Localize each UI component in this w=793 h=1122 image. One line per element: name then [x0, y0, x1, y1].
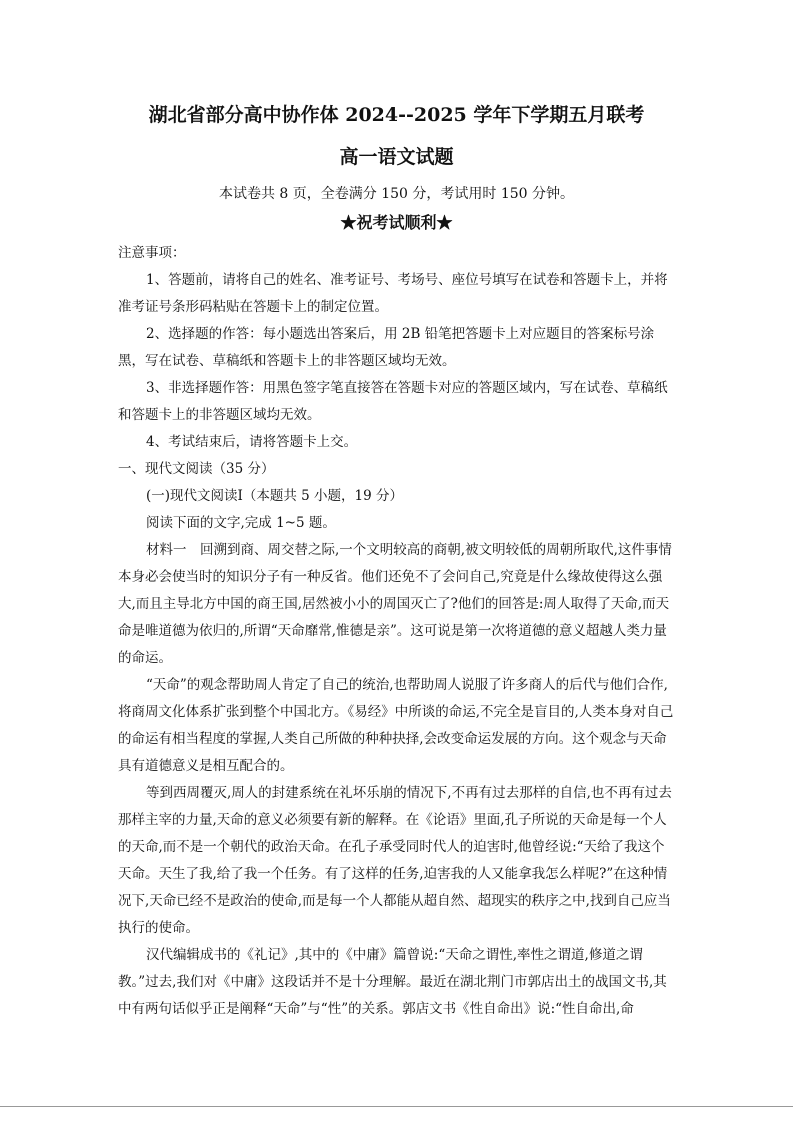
passage-paragraph: 等到西周覆灭,周人的封建系统在礼坏乐崩的情况下,不再有过去那样的自信,也不再有过去那样主宰的力量,天命的意义必须要有新的解释。在《论语》里面,孔子所说的天命是每一个人的天命,而不是一个朝代的政治天命。在孔子承受同时代人的迫害时,他曾经说:“天给了我这个天命。天生了我,给了我一个任务。有了这样的任务,迫害我的人又能拿我怎么样呢?”在这种情况下,天命已经不是政治的使命,而是每一个人都能从超自然、超现实的秩序之中,找到自己应当执行的使命。 [118, 785, 672, 936]
subsection-heading: (一)现代文阅读Ⅰ（本题共 5 小题，19 分） [146, 488, 404, 504]
reading-instruction: 阅读下面的文字,完成 1~5 题。 [146, 515, 336, 531]
passage-paragraph: 汉代编辑成书的《礼记》,其中的《中庸》篇曾说:“天命之谓性,率性之谓道,修道之谓教。”过去,我们对《中庸》这段话并不是十分理解。最近在湖北荆门市郭店出土的战国文书,其中有两句话似乎正是阐释“天命”与“性”的关系。郭店文书《性自命出》说:“性自命出,命 [118, 947, 667, 1017]
exam-title: 湖北省部分高中协作体 2024--2025 学年下学期五月联考 [148, 104, 645, 126]
page-bottom-divider [0, 1106, 793, 1107]
note-item-4: 4、考试结束后，请将答题卡上交。 [146, 434, 358, 450]
exam-body [118, 240, 678, 1023]
passage-paragraph: 材料一 回溯到商、周交替之际,一个文明较高的商朝,被文明较低的周朝所取代,这件事情本身必会使当时的知识分子有一种反省。他们还免不了会问自己,究竟是什么缘故使得这么强大,而且主导北方中国的商王国,居然被小小的周国灭亡了?他们的回答是:周人取得了天命,而天命是唯道德为依归的,所谓“天命靡常,惟德是亲”。这可说是第一次将道德的意义超越人类力量的命运。 [118, 542, 672, 666]
note-item-2: 2、选择题的作答：每小题选出答案后，用 2B 铅笔把答题卡上对应题目的答案标号涂黑，写在试卷、草稿纸和答题卡上的非答题区域均无效。 [118, 326, 655, 369]
section-heading: 一、现代文阅读（35 分） [118, 461, 275, 477]
exam-subtitle: 高一语文试题 [339, 146, 454, 168]
note-item-1: 1、答题前，请将自己的姓名、准考证号、考场号、座位号填写在试卷和答题卡上，并将准考证号条形码粘贴在答题卡上的制定位置。 [118, 272, 668, 315]
passage-paragraph: “天命”的观念帮助周人肯定了自己的统治,也帮助周人说服了许多商人的后代与他们合作,将商周文化体系扩张到整个中国北方。《易经》中所谈的命运,不完全是盲目的,人类本身对自己的命运有相当程度的掌握,人类自己所做的种种抉择,会改变命运发展的方向。这个观念与天命具有道德意义是相互配合的。 [118, 677, 674, 774]
note-item-3: 3、非选择题作答：用黑色签字笔直接答在答题卡对应的答题区域内，写在试卷、草稿纸和答题卡上的非答题区域均无效。 [118, 380, 668, 423]
notes-heading: 注意事项： [118, 245, 186, 261]
good-luck-banner: ★祝考试顺利★ [340, 213, 453, 232]
exam-info: 本试卷共 8 页，全卷满分 150 分，考试用时 150 分钟。 [218, 186, 575, 202]
